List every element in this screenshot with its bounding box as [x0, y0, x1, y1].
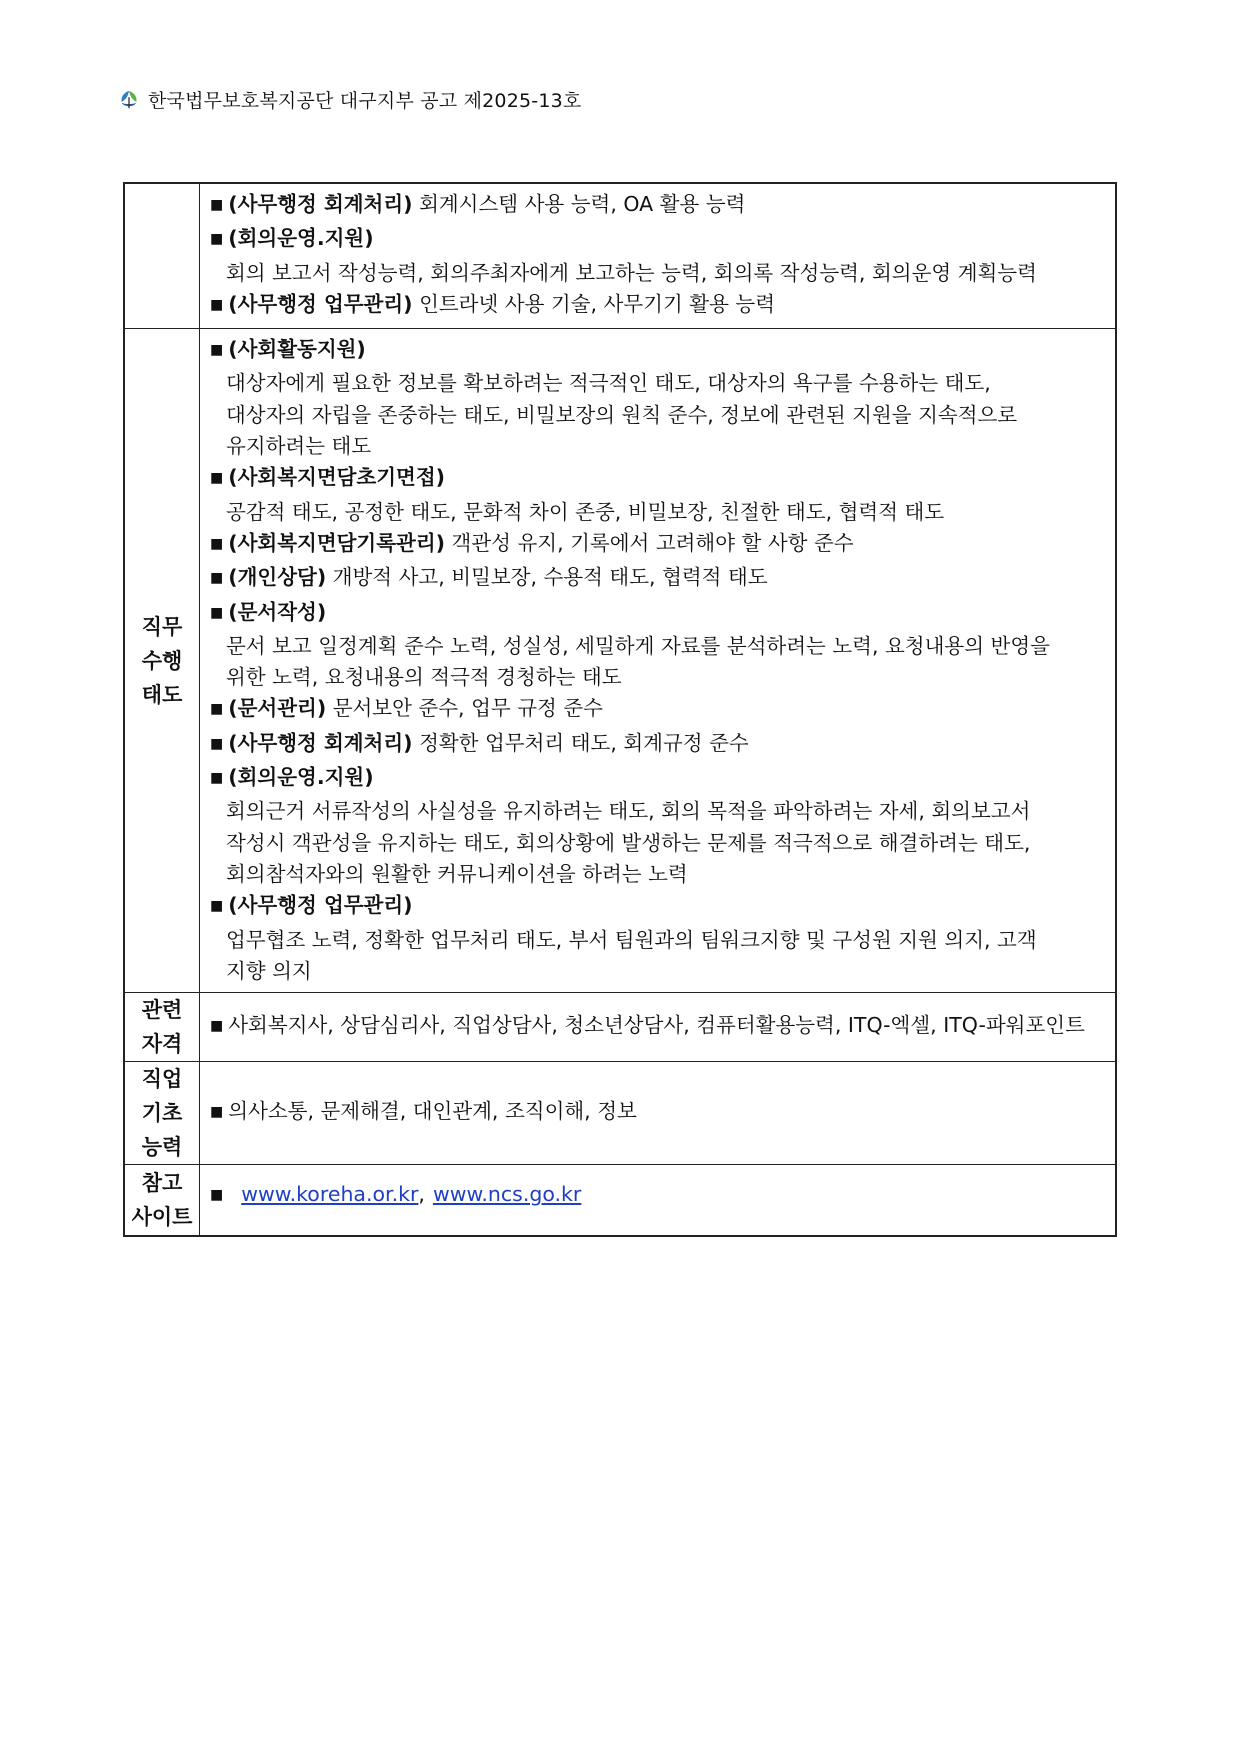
square-bullet-icon: ■ [210, 898, 224, 915]
item-text: 문서보안 준수, 업무 규정 준수 [326, 696, 603, 721]
item-body-line: 회의근거 서류작성의 사실성을 유지하려는 태도, 회의 목적을 파악하려는 자세, 회의보고서 [226, 799, 1031, 824]
item-title: (회의운영.지원) [228, 226, 374, 251]
item-body-line: 지향 의지 [226, 958, 312, 983]
row-label-text: 직업 기초 능력 [141, 1067, 183, 1160]
row-label [124, 1062, 200, 1165]
list-item [210, 1096, 1107, 1130]
notice-header [118, 86, 581, 113]
row-content [200, 1165, 1117, 1237]
square-bullet-icon: ■ [210, 701, 224, 718]
row-label-text: 참고 사이트 [131, 1171, 193, 1230]
item-body-line: 유지하려는 태도 [226, 434, 372, 459]
item-title: (회의운영.지원) [228, 765, 374, 790]
list-item [210, 728, 1107, 762]
row-label [124, 993, 200, 1062]
item-title: (문서작성) [228, 599, 327, 624]
row-content [200, 1062, 1117, 1165]
row-label [124, 183, 200, 329]
item-body-line: 대상자에게 필요한 정보를 확보하려는 적극적인 태도, 대상자의 욕구를 수용하는 태도, [226, 371, 991, 396]
square-bullet-icon: ■ [210, 604, 224, 621]
row-related-certificates [124, 993, 1116, 1062]
reference-links [210, 1179, 1107, 1213]
item-title: (사회활동지원) [228, 337, 366, 362]
list-item [210, 762, 1107, 796]
item-body-line: 위한 노력, 요청내용의 적극적 경청하는 태도 [226, 665, 622, 690]
list-item [210, 334, 1107, 368]
job-description-table [123, 182, 1117, 1237]
item-text: 정확한 업무처리 태도, 회계규정 준수 [412, 730, 749, 755]
square-bullet-icon: ■ [210, 231, 224, 248]
item-title: (사무행정 회계처리) [228, 730, 413, 755]
list-item [210, 693, 1107, 727]
reference-site-link[interactable]: www.koreha.or.kr [241, 1182, 419, 1207]
item-title: (사무행정 업무관리) [228, 291, 413, 316]
item-text: 회계시스템 사용 능력, OA 활용 능력 [412, 192, 746, 216]
row-label [124, 1165, 200, 1237]
square-bullet-icon: ■ [210, 570, 224, 587]
item-body-line: 회의참석자와의 원활한 커뮤니케이션을 하려는 노력 [226, 861, 688, 886]
item-text: 인트라넷 사용 기술, 사무기기 활용 능력 [412, 291, 776, 316]
link-separator: , [418, 1182, 425, 1207]
list-item [210, 223, 1107, 257]
square-bullet-icon: ■ [210, 770, 224, 787]
item-text: 개방적 사고, 비밀보장, 수용적 태도, 협력적 태도 [326, 565, 768, 590]
item-title: (사회복지면담초기면접) [228, 465, 446, 490]
row-job-attitude [124, 329, 1116, 993]
row-content [200, 329, 1117, 993]
item-body-line: 공감적 태도, 공정한 태도, 문화적 차이 존중, 비밀보장, 친절한 태도, 협력적 태도 [226, 499, 945, 524]
notice-number-text: 한국법무보호복지공단 대구지부 공고 제2025-13호 [148, 90, 582, 112]
square-bullet-icon: ■ [210, 296, 224, 313]
square-bullet-icon: ■ [210, 535, 224, 552]
item-text: 객관성 유지, 기록에서 고려해야 할 사항 준수 [445, 530, 854, 555]
item-body-line: 작성시 객관성을 유지하는 태도, 회의상황에 발생하는 문제를 적극적으로 해결하려는 태도, [226, 830, 1031, 855]
square-bullet-icon: ■ [210, 1017, 224, 1034]
list-item [210, 189, 1107, 223]
row-basic-competencies [124, 1062, 1116, 1165]
koreha-leaf-logo-icon [118, 89, 140, 111]
row-reference-sites [124, 1165, 1116, 1237]
item-text: 사회복지사, 상담심리사, 직업상담사, 청소년상담사, 컴퓨터활용능력, ITQ-엑셀, ITQ-파워포인트 [228, 1012, 1085, 1037]
square-bullet-icon: ■ [210, 197, 224, 213]
list-item [210, 597, 1107, 631]
list-item [210, 289, 1107, 323]
list-item [210, 1010, 1107, 1044]
list-item [210, 562, 1107, 596]
square-bullet-icon: ■ [210, 342, 224, 359]
item-body-line: 문서 보고 일정계획 준수 노력, 성실성, 세밀하게 자료를 분석하려는 노력, 요청내용의 반영을 [226, 633, 1050, 658]
item-title: (사무행정 회계처리) [228, 192, 413, 216]
row-knowledge-skills [124, 183, 1116, 329]
list-item [210, 528, 1107, 562]
list-item [210, 462, 1107, 496]
item-body-line: 회의 보고서 작성능력, 회의주최자에게 보고하는 능력, 회의록 작성능력, 회의운영 계획능력 [226, 260, 1037, 285]
row-label [124, 329, 200, 993]
list-item [210, 890, 1107, 924]
square-bullet-icon: ■ [210, 1103, 224, 1120]
square-bullet-icon: ■ [210, 1187, 224, 1204]
item-title: (사무행정 업무관리) [228, 893, 413, 918]
item-title: (사회복지면담기록관리) [228, 530, 446, 555]
row-label-text: 관련 자격 [141, 998, 183, 1057]
square-bullet-icon: ■ [210, 735, 224, 752]
item-title: (개인상담) [228, 565, 327, 590]
square-bullet-icon: ■ [210, 470, 224, 487]
item-body-line: 업무협조 노력, 정확한 업무처리 태도, 부서 팀원과의 팀워크지향 및 구성원 지원 의지, 고객 [226, 927, 1037, 952]
item-text: 의사소통, 문제해결, 대인관계, 조직이해, 정보 [228, 1098, 637, 1123]
item-title: (문서관리) [228, 696, 327, 721]
row-content [200, 183, 1117, 329]
item-body-line: 대상자의 자립을 존중하는 태도, 비밀보장의 원칙 준수, 정보에 관련된 지원을 지속적으로 [226, 402, 1018, 427]
reference-site-link[interactable]: www.ncs.go.kr [432, 1182, 582, 1207]
row-label-text: 직무 수행 태도 [141, 614, 183, 707]
row-content [200, 993, 1117, 1062]
